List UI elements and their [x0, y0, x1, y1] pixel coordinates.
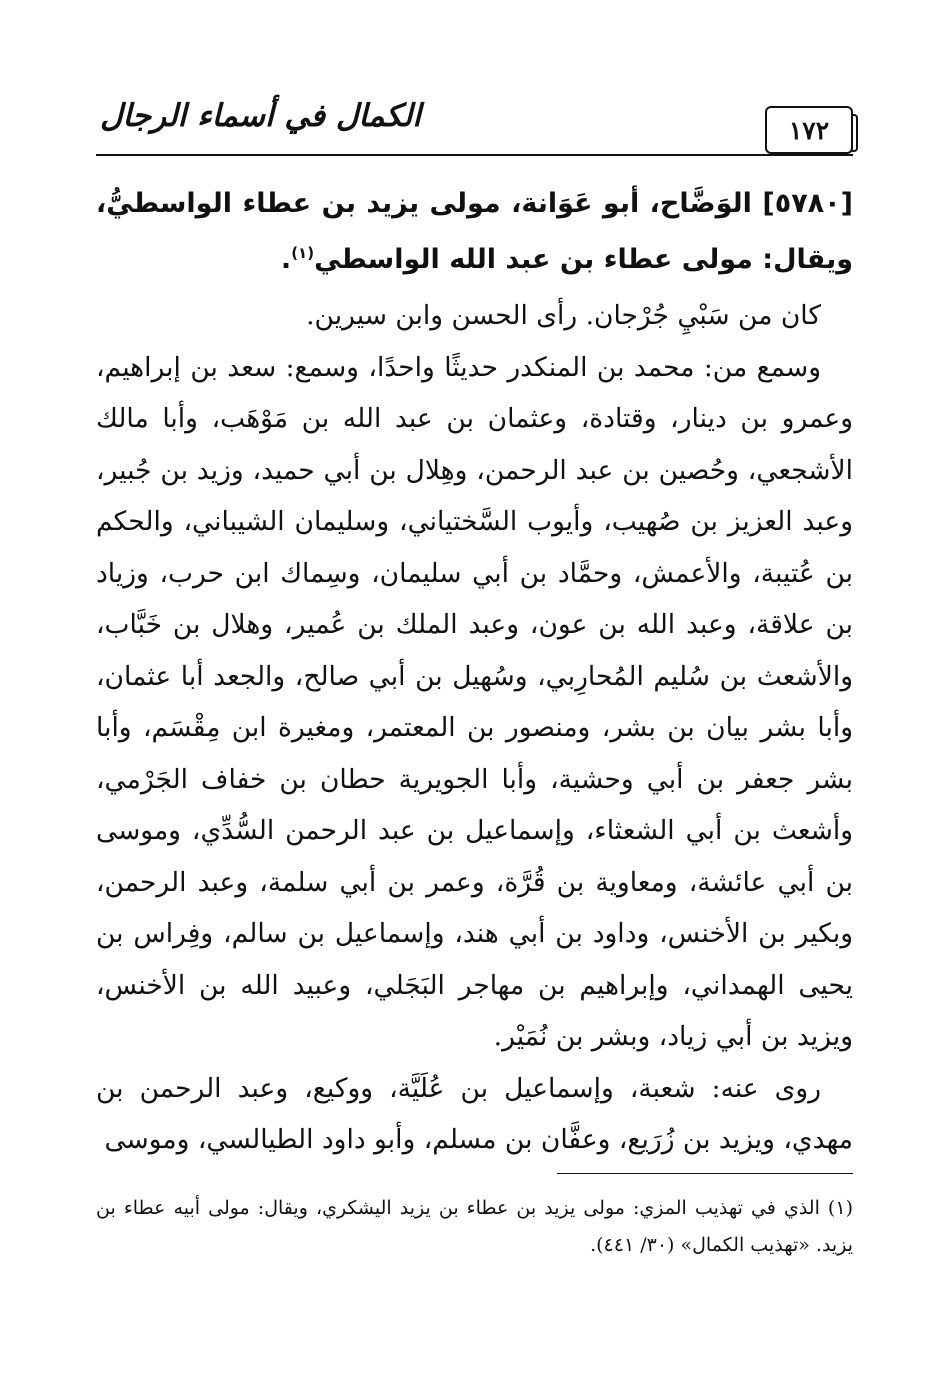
- paragraph-origin: كان من سَبْيِ جُرْجان. رأى الحسن وابن سيرين.: [306, 300, 821, 331]
- entry-number: [٥٧٨٠]: [762, 188, 853, 219]
- paragraph-teachers: وسمع من: محمد بن المنكدر حديثًا واحدًا، وسمع: سعد بن إبراهيم، وعمرو بن دينار، وقتادة، وعثمان بن عبد الله بن مَوْهَب، وأبا مالك الأشجعي، وحُصين بن عبد الرحمن، وهِلال بن أبي حميد، وزيد بن جُبير، وعبد العزيز بن صُهيب، وأيوب السَّختياني، وسليمان الشيباني، والحكم بن عُتيبة، والأعمش، وحمَّاد بن أبي سليمان، وسِماك ابن حرب، وزياد بن علاقة، وعبد الله بن عون، وعبد الملك بن عُمير، وهلال بن خَبَّاب، والأشعث بن سُليم المُحارِبي، وسُهيل بن أبي صالح، والجعد أبا عثمان، وأبا بشر بيان بن بشر، ومنصور بن المعتمر، ومغيرة ابن مِقْسَم، وأبا بشر جعفر بن أبي وحشية، وأبا الجويرية حطان بن خفاف الجَرْمي، وأشعث بن أبي الشعثاء، وإسماعيل بن عبد الرحمن السُّدِّي، وموسى بن أبي عائشة، ومعاوية بن قُرَّة، وعمر بن أبي سلمة، وعبد الرحمن، وبكير بن الأخنس، وداود بن أبي هند، وإسماعيل بن سالم، وفِراس بن يحيى الهمداني، وإبراهيم بن مهاجر البَجَلي، وعبيد الله بن الأخنس، ويزيد بن أبي زياد، وبشر بن نُمَيْر.: [96, 351, 853, 1052]
- header-divider: [96, 154, 853, 156]
- entry-heading: [96, 176, 853, 288]
- footnote-marker: (١): [291, 244, 315, 262]
- running-title: الكمال في أسماء الرجال: [100, 98, 421, 134]
- entry-heading-end: .: [280, 244, 292, 275]
- page-header: [96, 92, 853, 154]
- entry-heading-text: الوَضَّاح، أبو عَوَانة، مولى يزيد بن عطاء الواسطيُّ، ويقال: مولى عطاء بن عبد الله الواسطي: [96, 188, 853, 275]
- paragraph-students: روى عنه: شعبة، وإسماعيل بن عُلَيَّة، ووكيع، وعبد الرحمن بن مهدي، ويزيد بن زُرَيع، وعفَّان بن مسلم، وأبو داود الطيالسي، وموسى: [96, 1072, 853, 1155]
- footnote-1: (١) الذي في تهذيب المزي: مولى يزيد بن عطاء بن يزيد اليشكري، ويقال: مولى أبيه عطاء بن يزيد. «تهذيب الكمال» (٣٠/ ٤٤١).: [96, 1197, 853, 1256]
- page-number: ١٧٢: [765, 106, 853, 154]
- main-text: [96, 176, 853, 1166]
- footnote-divider: [557, 1173, 853, 1174]
- footnotes: [96, 1190, 853, 1264]
